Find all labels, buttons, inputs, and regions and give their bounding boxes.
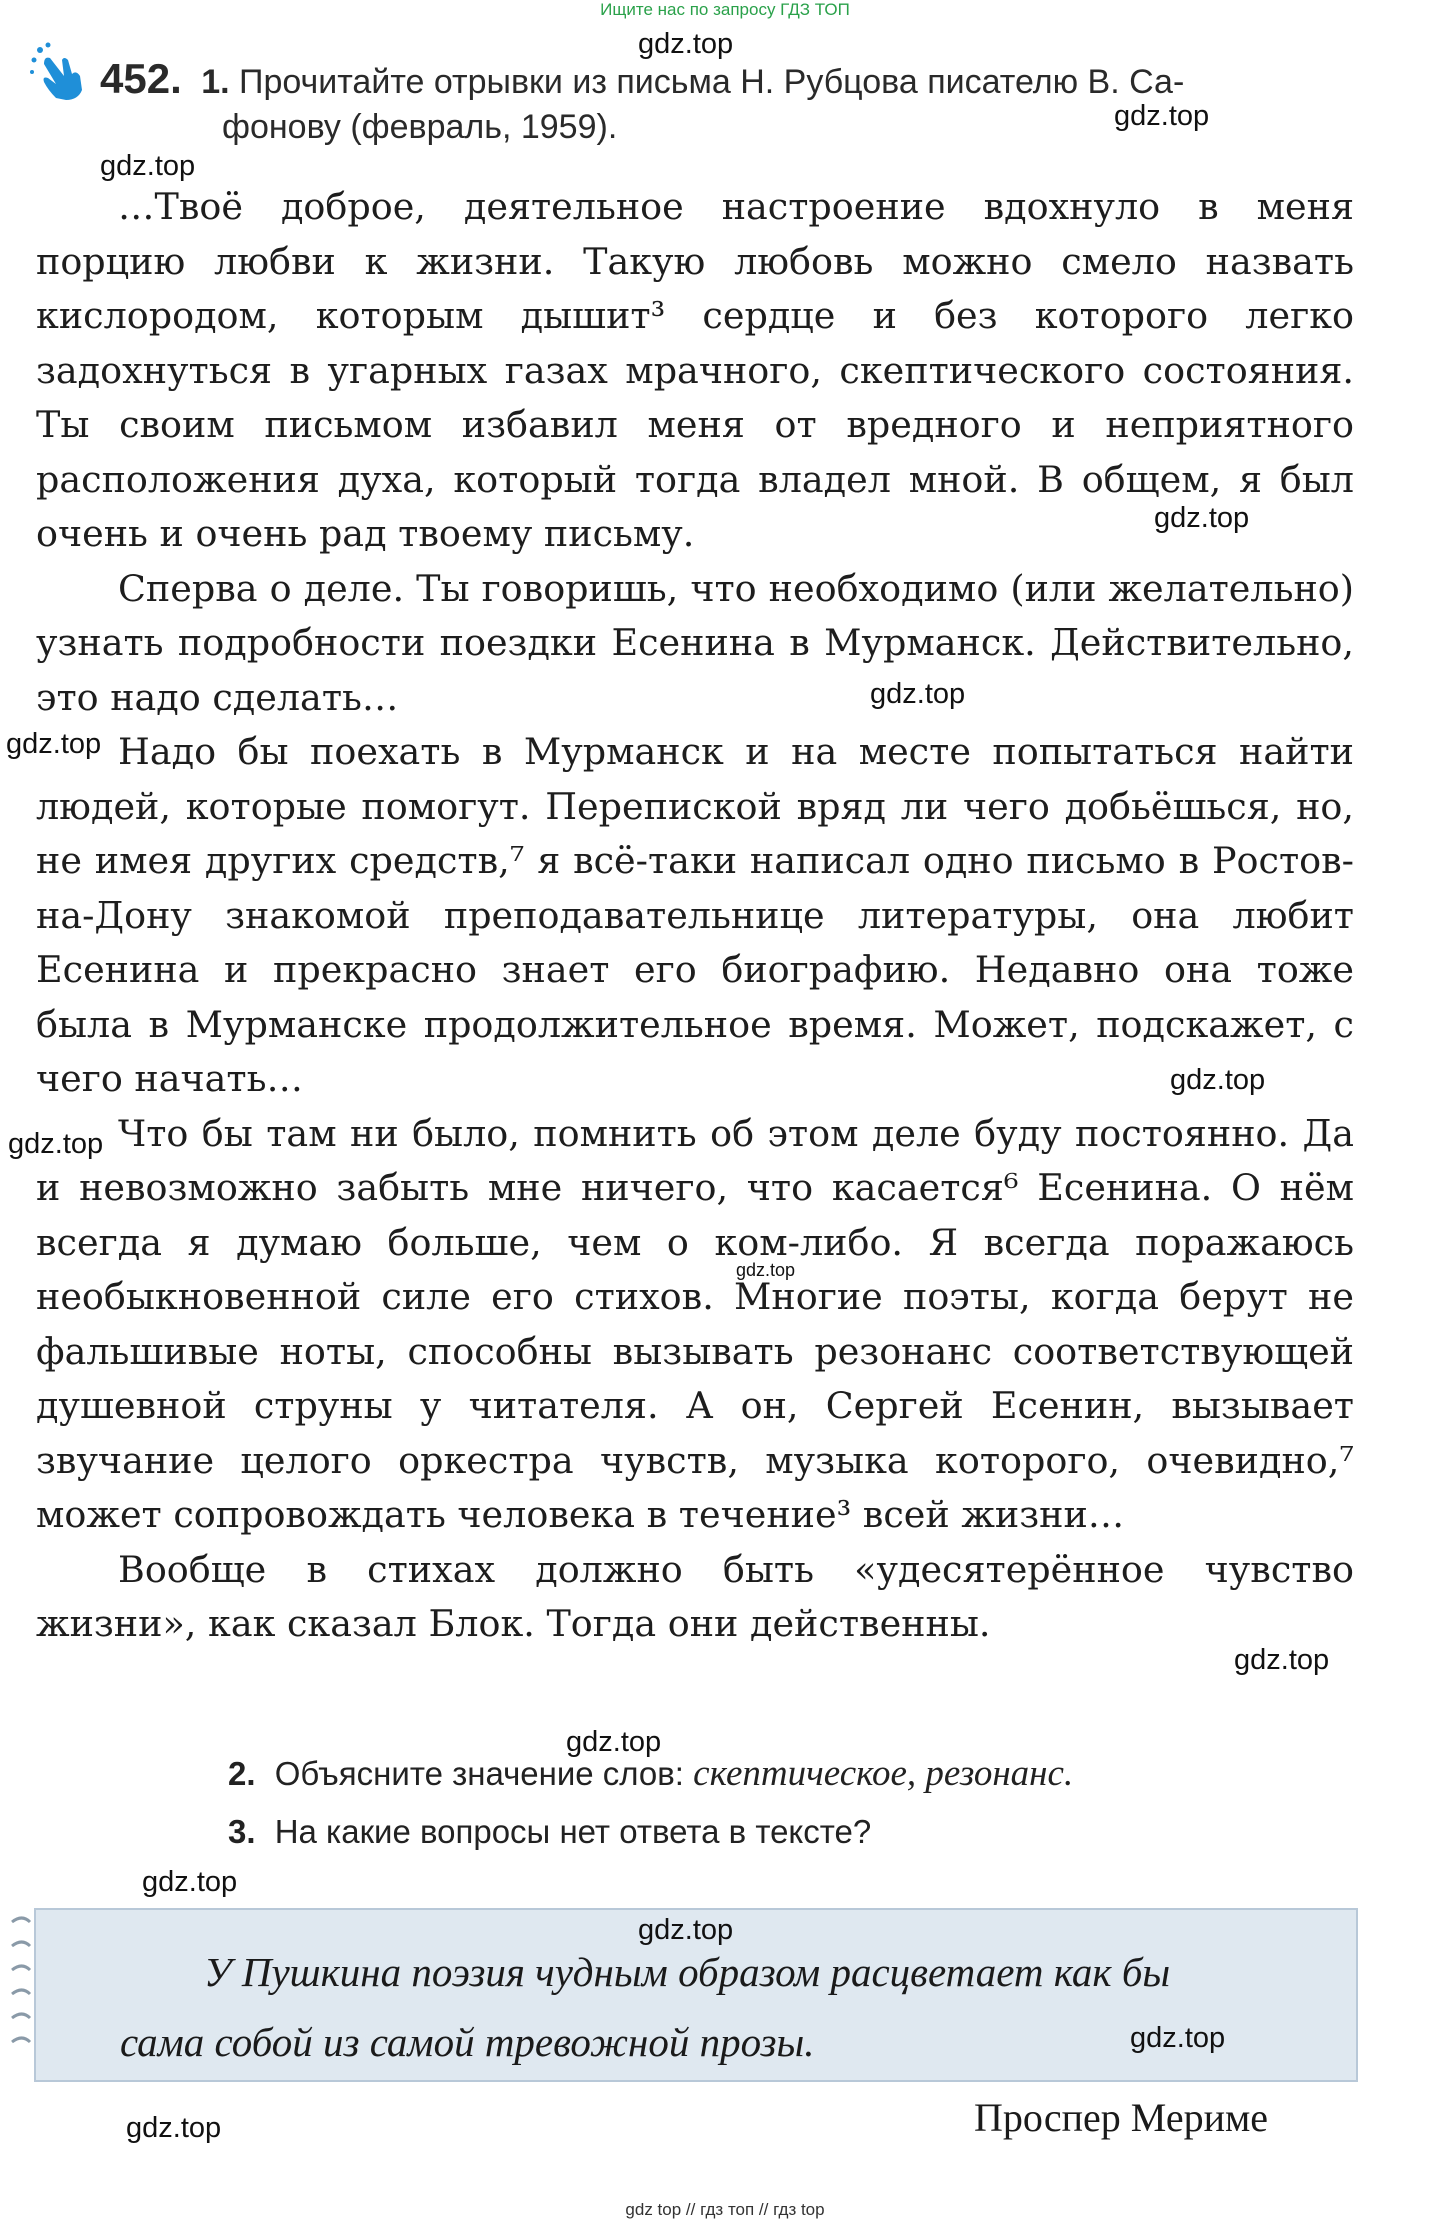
bottom-banner: gdz top // гдз топ // гдз top (625, 2200, 825, 2219)
question-2-words: скептическое, резонанс. (693, 1753, 1074, 1794)
watermark: gdz.top (1154, 502, 1250, 534)
question-2-number: 2. (228, 1755, 256, 1792)
question-3-number: 3. (228, 1813, 256, 1850)
exercise-number: 452. (100, 55, 182, 102)
watermark: gdz.top (142, 1866, 238, 1898)
question-3 (228, 1808, 871, 1856)
watermark: gdz.top (870, 678, 966, 710)
watermark: gdz.top (6, 728, 102, 760)
watermark: gdz.top (1130, 2022, 1226, 2054)
letter-text (36, 180, 1354, 1652)
watermark: gdz.top (100, 150, 196, 182)
task1-number: 1. (201, 63, 230, 101)
watermark: gdz.top (8, 1128, 104, 1160)
watermark: gdz.top (1114, 100, 1210, 132)
watermark: gdz.top (638, 28, 734, 60)
decorative-curls-icon (8, 1912, 38, 2062)
watermark-small: gdz.top (736, 1260, 796, 1280)
question-2-text: Объясните значение слов: (274, 1755, 684, 1792)
quote-author: Проспер Мериме (974, 2095, 1269, 2140)
letter-paragraph-5: Вообще в стихах должно быть «удесятерённое чувство жизни», как сказал Блок. Тогда они действенны. (36, 1547, 1354, 1645)
letter-paragraph-1: …Твоё доброе, деятельное настроение вдохнуло в меня порцию любви к жизни. Такую любовь можно смело назвать кислородом, которым дышит³ сердце и без которого легко задохнуться в угарных газах мрачного, скептического состояния. Ты своим письмом избавил меня от вредного и неприятного расположения духа, который тогда владел мной. В общем, я был очень и очень рад твоему письму. (36, 185, 1354, 555)
watermark: gdz.top (566, 1726, 662, 1758)
letter-paragraph-4: Что бы там ни было, помнить об этом деле буду постоянно. Да и невозможно забыть мне ничего, что касается⁶ Есенина. О нём всегда я думаю больше, чем о ком-либо. Я всегда поражаюсь необыкновенной силе его стихов. Многие поэты, когда берут не фальшивые ноты, способны вызывать резонанс соответствующей душевной струны у читателя. А он, Сергей Есенин, вызывает звучание целого оркестра чувств, музыка которого, очевидно,⁷ может сопровождать человека в течение³ всей жизни… (36, 1111, 1354, 1536)
top-banner: Ищите нас по запросу ГДЗ ТОП (600, 0, 850, 19)
quote-line-1: У Пушкина поэзия чудным образом расцветает как бы (204, 1949, 1171, 1995)
letter-paragraph-3: Надо бы поехать в Мурманск и на месте попытаться найти людей, которые помогут. Перепиской вряд ли чего добьёшься, но, не имея других средств,⁷ я всё-таки написал одно письмо в Ростов-на-Дону знакомой преподавательнице литературы, она любит Есенина и прекрасно знает его биографию. Недавно она тоже была в Мурманске продолжительное время. Может, подскажет, с чего начать… (36, 730, 1354, 1100)
watermark: gdz.top (1234, 1644, 1330, 1676)
watermark: gdz.top (1170, 1064, 1266, 1096)
letter-paragraph-2: Сперва о деле. Ты говоришь, что необходимо (или желательно) узнать подробности поездки Есенина в Мурманск. Действительно, это надо сделать… (36, 566, 1354, 719)
task1-line1 (100, 55, 1360, 106)
task1-text-line1: Прочитайте отрывки из письма Н. Рубцова писателю В. Са- (239, 63, 1185, 101)
quote-line-2: сама собой из самой тревожной прозы. (120, 2019, 815, 2065)
watermark: gdz.top (126, 2112, 222, 2144)
hand-pointer-icon (28, 40, 90, 102)
task1-line2: фонову (февраль, 1959). (222, 108, 618, 146)
watermark: gdz.top (638, 1914, 734, 1946)
question-3-text: На какие вопросы нет ответа в тексте? (274, 1813, 872, 1850)
